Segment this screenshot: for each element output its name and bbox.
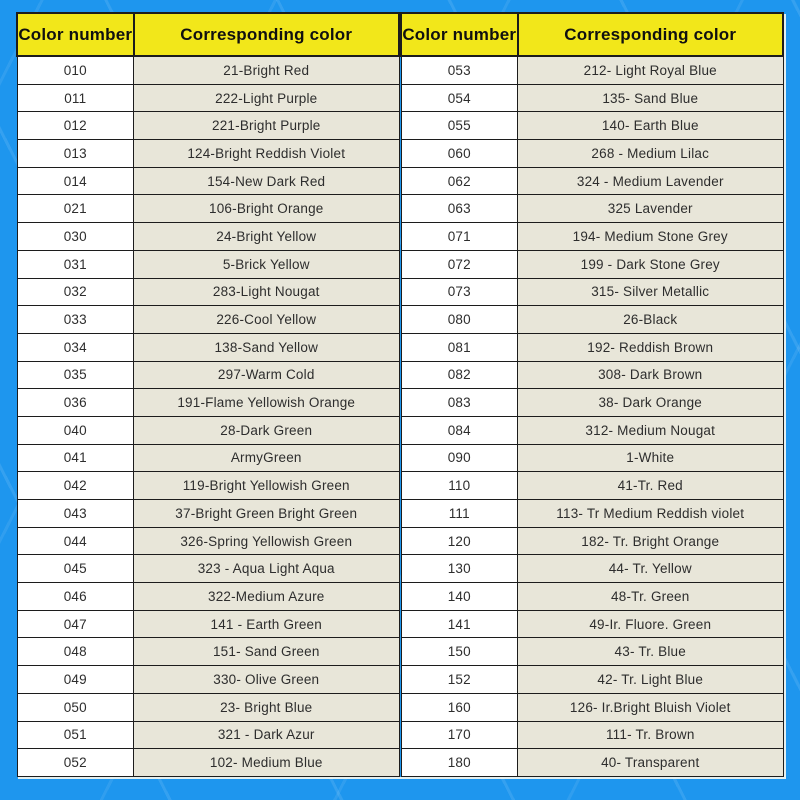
color-number-cell: 042 xyxy=(17,472,134,500)
color-number-cell: 012 xyxy=(17,112,134,140)
color-number-cell: 046 xyxy=(17,583,134,611)
color-number-cell: 080 xyxy=(401,306,518,334)
table-row xyxy=(17,693,399,721)
table-row xyxy=(17,278,399,306)
color-name-cell: 268 - Medium Lilac xyxy=(518,140,784,168)
color-name-cell: 138-Sand Yellow xyxy=(134,333,400,361)
color-name-cell: 212- Light Royal Blue xyxy=(518,56,784,84)
color-number-cell: 041 xyxy=(17,444,134,472)
table-row xyxy=(17,140,399,168)
color-name-cell: 124-Bright Reddish Violet xyxy=(134,140,400,168)
table-row xyxy=(17,749,399,777)
color-name-cell: 102- Medium Blue xyxy=(134,749,400,777)
color-number-cell: 170 xyxy=(401,721,518,749)
color-name-cell: 21-Bright Red xyxy=(134,56,400,84)
color-number-cell: 083 xyxy=(401,389,518,417)
table-row xyxy=(17,638,399,666)
color-number-cell: 011 xyxy=(17,84,134,112)
color-number-cell: 045 xyxy=(17,555,134,583)
table-row xyxy=(17,583,399,611)
color-reference-tables xyxy=(16,12,784,777)
table-row xyxy=(401,666,783,694)
table-row xyxy=(17,112,399,140)
color-name-cell: 113- Tr Medium Reddish violet xyxy=(518,500,784,528)
color-number-cell: 081 xyxy=(401,333,518,361)
color-name-cell: 26-Black xyxy=(518,306,784,334)
table-row xyxy=(17,333,399,361)
color-name-cell: 23- Bright Blue xyxy=(134,693,400,721)
color-number-cell: 051 xyxy=(17,721,134,749)
table-row xyxy=(17,527,399,555)
column-header-color-number: Color number xyxy=(401,13,518,56)
table-row xyxy=(401,112,783,140)
color-name-cell: 48-Tr. Green xyxy=(518,583,784,611)
table-row xyxy=(17,389,399,417)
color-name-cell: 140- Earth Blue xyxy=(518,112,784,140)
color-name-cell: 194- Medium Stone Grey xyxy=(518,223,784,251)
color-number-cell: 120 xyxy=(401,527,518,555)
color-name-cell: 315- Silver Metallic xyxy=(518,278,784,306)
table-row xyxy=(17,167,399,195)
table-row xyxy=(401,472,783,500)
color-number-cell: 055 xyxy=(401,112,518,140)
color-number-cell: 084 xyxy=(401,416,518,444)
color-name-cell: 330- Olive Green xyxy=(134,666,400,694)
table-row xyxy=(401,721,783,749)
color-name-cell: 308- Dark Brown xyxy=(518,361,784,389)
table-row xyxy=(17,361,399,389)
color-number-cell: 032 xyxy=(17,278,134,306)
table-row xyxy=(17,223,399,251)
color-number-cell: 072 xyxy=(401,250,518,278)
color-name-cell: 283-Light Nougat xyxy=(134,278,400,306)
color-number-cell: 110 xyxy=(401,472,518,500)
table-row xyxy=(401,140,783,168)
color-number-cell: 013 xyxy=(17,140,134,168)
color-name-cell: 322-Medium Azure xyxy=(134,583,400,611)
table-row xyxy=(401,167,783,195)
color-name-cell: 326-Spring Yellowish Green xyxy=(134,527,400,555)
color-number-cell: 060 xyxy=(401,140,518,168)
table-row xyxy=(401,333,783,361)
color-name-cell: 141 - Earth Green xyxy=(134,610,400,638)
color-name-cell: 24-Bright Yellow xyxy=(134,223,400,251)
color-table-left xyxy=(16,12,400,777)
table-row xyxy=(401,583,783,611)
table-row xyxy=(401,250,783,278)
color-name-cell: 222-Light Purple xyxy=(134,84,400,112)
color-name-cell: 44- Tr. Yellow xyxy=(518,555,784,583)
color-table-right xyxy=(400,12,784,777)
color-number-cell: 073 xyxy=(401,278,518,306)
color-name-cell: 1-White xyxy=(518,444,784,472)
table-row xyxy=(401,278,783,306)
color-name-cell: 221-Bright Purple xyxy=(134,112,400,140)
color-number-cell: 111 xyxy=(401,500,518,528)
table-row xyxy=(401,444,783,472)
table-row xyxy=(17,195,399,223)
color-number-cell: 052 xyxy=(17,749,134,777)
color-number-cell: 090 xyxy=(401,444,518,472)
table-row xyxy=(17,721,399,749)
color-name-cell: 41-Tr. Red xyxy=(518,472,784,500)
color-number-cell: 030 xyxy=(17,223,134,251)
color-number-cell: 141 xyxy=(401,610,518,638)
column-header-corresponding-color: Corresponding color xyxy=(518,13,784,56)
color-name-cell: 106-Bright Orange xyxy=(134,195,400,223)
column-header-color-number: Color number xyxy=(17,13,134,56)
table-row xyxy=(401,84,783,112)
color-number-cell: 049 xyxy=(17,666,134,694)
color-number-cell: 047 xyxy=(17,610,134,638)
table-row xyxy=(401,361,783,389)
color-name-cell: 119-Bright Yellowish Green xyxy=(134,472,400,500)
table-row xyxy=(401,389,783,417)
color-name-cell: 28-Dark Green xyxy=(134,416,400,444)
table-row xyxy=(17,444,399,472)
color-name-cell: 42- Tr. Light Blue xyxy=(518,666,784,694)
color-number-cell: 071 xyxy=(401,223,518,251)
color-number-cell: 180 xyxy=(401,749,518,777)
color-name-cell: 321 - Dark Azur xyxy=(134,721,400,749)
color-number-cell: 063 xyxy=(401,195,518,223)
color-name-cell: 37-Bright Green Bright Green xyxy=(134,500,400,528)
color-number-cell: 021 xyxy=(17,195,134,223)
color-number-cell: 040 xyxy=(17,416,134,444)
color-name-cell: 325 Lavender xyxy=(518,195,784,223)
color-name-cell: 5-Brick Yellow xyxy=(134,250,400,278)
color-name-cell: 323 - Aqua Light Aqua xyxy=(134,555,400,583)
table-row xyxy=(17,666,399,694)
color-name-cell: 199 - Dark Stone Grey xyxy=(518,250,784,278)
table-row xyxy=(401,693,783,721)
header-row xyxy=(401,13,783,56)
color-name-cell: 111- Tr. Brown xyxy=(518,721,784,749)
column-header-corresponding-color: Corresponding color xyxy=(134,13,400,56)
color-number-cell: 140 xyxy=(401,583,518,611)
color-name-cell: 43- Tr. Blue xyxy=(518,638,784,666)
color-number-cell: 043 xyxy=(17,500,134,528)
table-row xyxy=(17,84,399,112)
table-row xyxy=(401,610,783,638)
table-row xyxy=(17,306,399,334)
color-name-cell: 182- Tr. Bright Orange xyxy=(518,527,784,555)
color-number-cell: 010 xyxy=(17,56,134,84)
color-name-cell: 126- Ir.Bright Bluish Violet xyxy=(518,693,784,721)
table-row xyxy=(401,56,783,84)
color-name-cell: 135- Sand Blue xyxy=(518,84,784,112)
color-number-cell: 034 xyxy=(17,333,134,361)
color-number-cell: 050 xyxy=(17,693,134,721)
table-row xyxy=(17,416,399,444)
color-number-cell: 035 xyxy=(17,361,134,389)
color-number-cell: 054 xyxy=(401,84,518,112)
table-row xyxy=(401,749,783,777)
table-row xyxy=(17,250,399,278)
color-number-cell: 014 xyxy=(17,167,134,195)
color-name-cell: 40- Transparent xyxy=(518,749,784,777)
table-row xyxy=(17,555,399,583)
table-row xyxy=(401,306,783,334)
color-number-cell: 160 xyxy=(401,693,518,721)
color-number-cell: 082 xyxy=(401,361,518,389)
color-number-cell: 152 xyxy=(401,666,518,694)
table-row xyxy=(401,500,783,528)
table-row xyxy=(401,223,783,251)
color-number-cell: 062 xyxy=(401,167,518,195)
color-number-cell: 044 xyxy=(17,527,134,555)
table-row xyxy=(17,472,399,500)
table-row xyxy=(401,527,783,555)
color-number-cell: 150 xyxy=(401,638,518,666)
color-name-cell: 49-Ir. Fluore. Green xyxy=(518,610,784,638)
color-number-cell: 036 xyxy=(17,389,134,417)
table-row xyxy=(17,610,399,638)
color-name-cell: 297-Warm Cold xyxy=(134,361,400,389)
color-number-cell: 033 xyxy=(17,306,134,334)
color-name-cell: 151- Sand Green xyxy=(134,638,400,666)
color-name-cell: ArmyGreen xyxy=(134,444,400,472)
color-name-cell: 154-New Dark Red xyxy=(134,167,400,195)
color-name-cell: 226-Cool Yellow xyxy=(134,306,400,334)
table-row xyxy=(17,56,399,84)
table-row xyxy=(401,638,783,666)
table-row xyxy=(17,500,399,528)
header-row xyxy=(17,13,399,56)
color-number-cell: 130 xyxy=(401,555,518,583)
table-row xyxy=(401,416,783,444)
color-number-cell: 053 xyxy=(401,56,518,84)
color-name-cell: 324 - Medium Lavender xyxy=(518,167,784,195)
color-name-cell: 192- Reddish Brown xyxy=(518,333,784,361)
table-row xyxy=(401,555,783,583)
color-name-cell: 312- Medium Nougat xyxy=(518,416,784,444)
color-name-cell: 191-Flame Yellowish Orange xyxy=(134,389,400,417)
table-row xyxy=(401,195,783,223)
color-number-cell: 031 xyxy=(17,250,134,278)
color-name-cell: 38- Dark Orange xyxy=(518,389,784,417)
color-number-cell: 048 xyxy=(17,638,134,666)
